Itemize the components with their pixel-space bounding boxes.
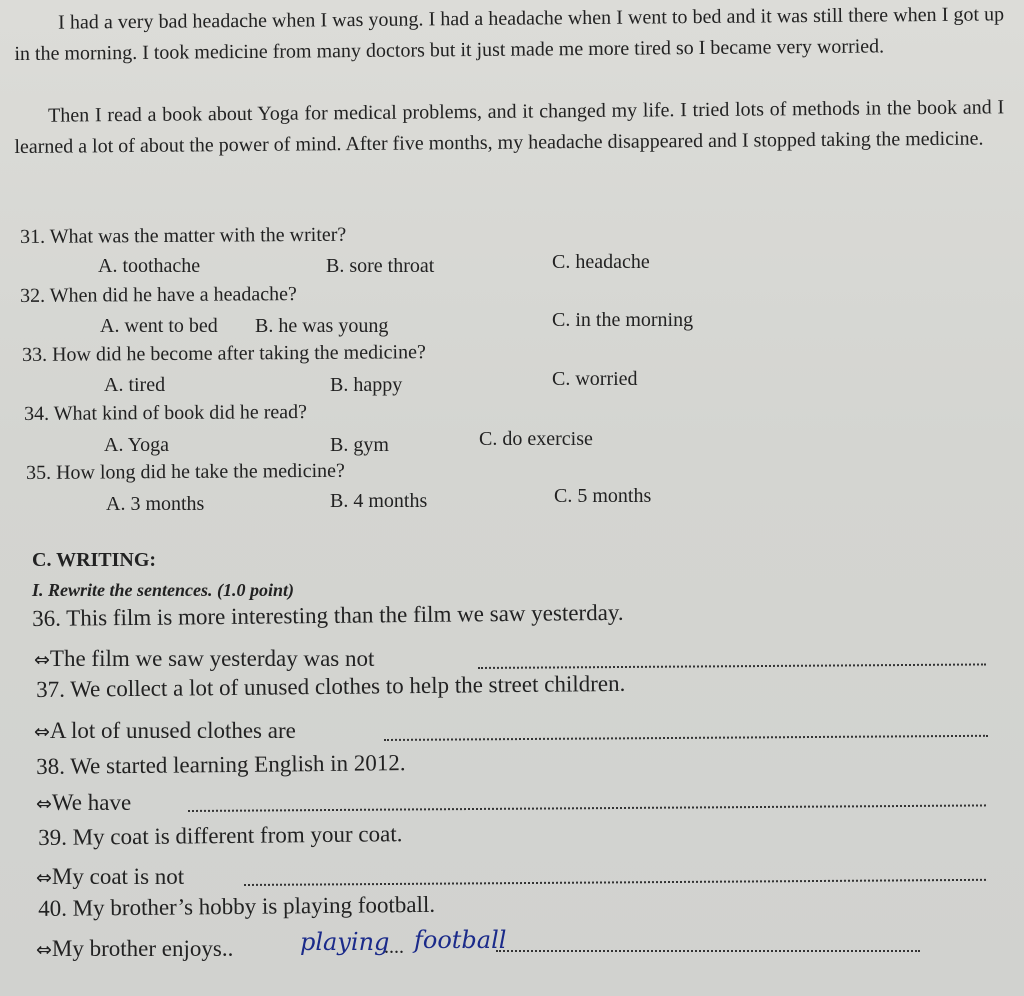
rewrite-answer-39 [36,864,184,890]
equivalence-arrow-icon: ⇔ [36,793,52,815]
rewrite-question-37: 37. We collect a lot of unused clothes to help the street children. [36,670,626,702]
rewrite-answer-40 [36,936,233,962]
question-35-option-a: A. 3 months [106,493,205,515]
rewrite-prompt-39: My coat is not [51,864,185,889]
handwritten-answer-word-1: playing [300,928,390,956]
rewrite-answer-36 [34,646,374,672]
rewrite-prompt-36: The film we saw yesterday was not [49,646,375,671]
equivalence-arrow-icon: ⇔ [34,649,50,671]
passage-paragraph-2-text: Then I read a book about Yoga for medical problems, and it changed my life. I tried lots of methods in the book and I learned a lot of about the power of mind. After five months, my headache disappeared and I stopped taking the medicine. [14,96,1005,158]
question-34-option-b: B. gym [330,434,389,456]
rewrite-prompt-38: We have [51,790,132,815]
question-33-option-c: C. worried [552,368,638,390]
question-32-option-c: C. in the morning [552,309,694,331]
rewrite-prompt-37: A lot of unused clothes are [49,718,296,743]
question-32: 32. When did he have a headache? [20,283,297,307]
handwritten-answer-word-2: football [414,926,507,954]
question-33-option-a: A. tired [104,374,166,396]
question-34-option-a: A. Yoga [104,434,170,456]
question-31-option-c: C. headache [552,251,650,273]
question-31-option-a: A. toothache [98,255,201,277]
equivalence-arrow-icon: ⇔ [36,867,52,889]
question-34: 34. What kind of book did he read? [24,401,308,425]
question-35-option-c: C. 5 months [554,485,652,507]
rewrite-question-38: 38. We started learning English in 2012. [36,750,406,779]
passage-paragraph-1 [14,0,1005,70]
question-33-option-b: B. happy [330,374,403,396]
rewrite-question-40: 40. My brother’s hobby is playing football. [38,891,436,921]
passage-paragraph-2 [14,92,1005,163]
question-35: 35. How long did he take the medicine? [26,459,345,484]
rewrite-answer-37 [34,718,296,744]
section-title: C. WRITING: [32,549,157,571]
answer-line-40[interactable] [496,950,920,952]
question-32-option-b: B. he was young [255,315,389,337]
answer-separator-dots: .... [384,936,404,958]
rewrite-question-36: 36. This film is more interesting than the film we saw yesterday. [32,599,624,631]
equivalence-arrow-icon: ⇔ [34,721,50,743]
section-subtitle: I. Rewrite the sentences. (1.0 point) [32,580,294,600]
equivalence-arrow-icon: ⇔ [36,939,52,961]
question-32-option-a: A. went to bed [100,315,218,337]
question-31: 31. What was the matter with the writer? [20,223,347,248]
rewrite-question-39: 39. My coat is different from your coat. [38,821,403,850]
question-31-option-b: B. sore throat [326,255,435,277]
question-34-option-c: C. do exercise [479,428,593,450]
answer-line-37[interactable] [384,735,988,741]
passage-paragraph-1-text: I had a very bad headache when I was young. I had a headache when I went to bed and it was still there when I got up in the morning. I took medicine from many doctors but it just made me more tired so I became very worried. [14,3,1005,65]
rewrite-prompt-40: My brother enjoys.. [51,936,234,961]
question-33: 33. How did he become after taking the medicine? [22,341,426,366]
rewrite-answer-38 [36,790,131,816]
question-35-option-b: B. 4 months [330,490,428,512]
answer-line-38[interactable] [188,804,986,812]
answer-line-39[interactable] [244,879,986,886]
answer-line-36[interactable] [478,663,986,669]
